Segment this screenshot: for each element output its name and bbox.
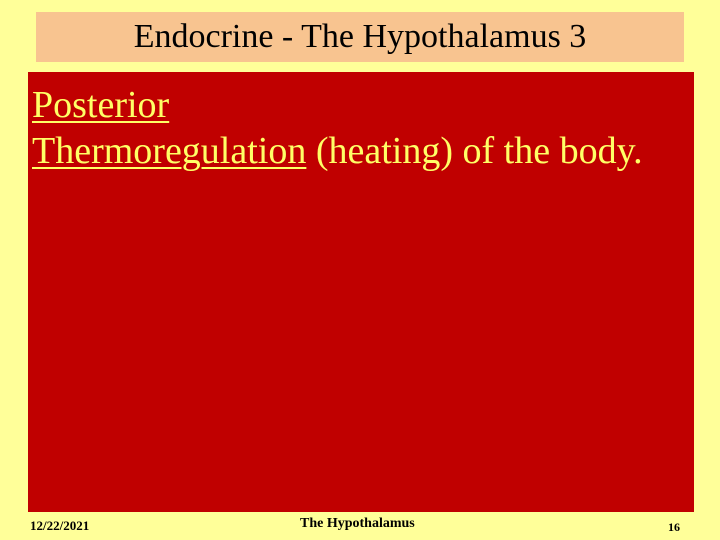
footer-date: 12/22/2021 (30, 518, 90, 533)
thermoregulation-link[interactable]: Thermoregulation (32, 130, 307, 172)
footer-page-number: 16 (668, 520, 680, 534)
slide-title-banner (36, 12, 684, 62)
posterior-link[interactable]: Posterior (32, 84, 170, 126)
slide-content-panel (28, 72, 694, 512)
slide-title: Endocrine - The Hypothalamus 3 (133, 18, 587, 55)
content-body-paragraph (32, 128, 688, 174)
body-text: (heating) of the body. (306, 130, 643, 172)
content-heading-line (32, 82, 688, 128)
footer-title: The Hypothalamus (300, 516, 415, 531)
